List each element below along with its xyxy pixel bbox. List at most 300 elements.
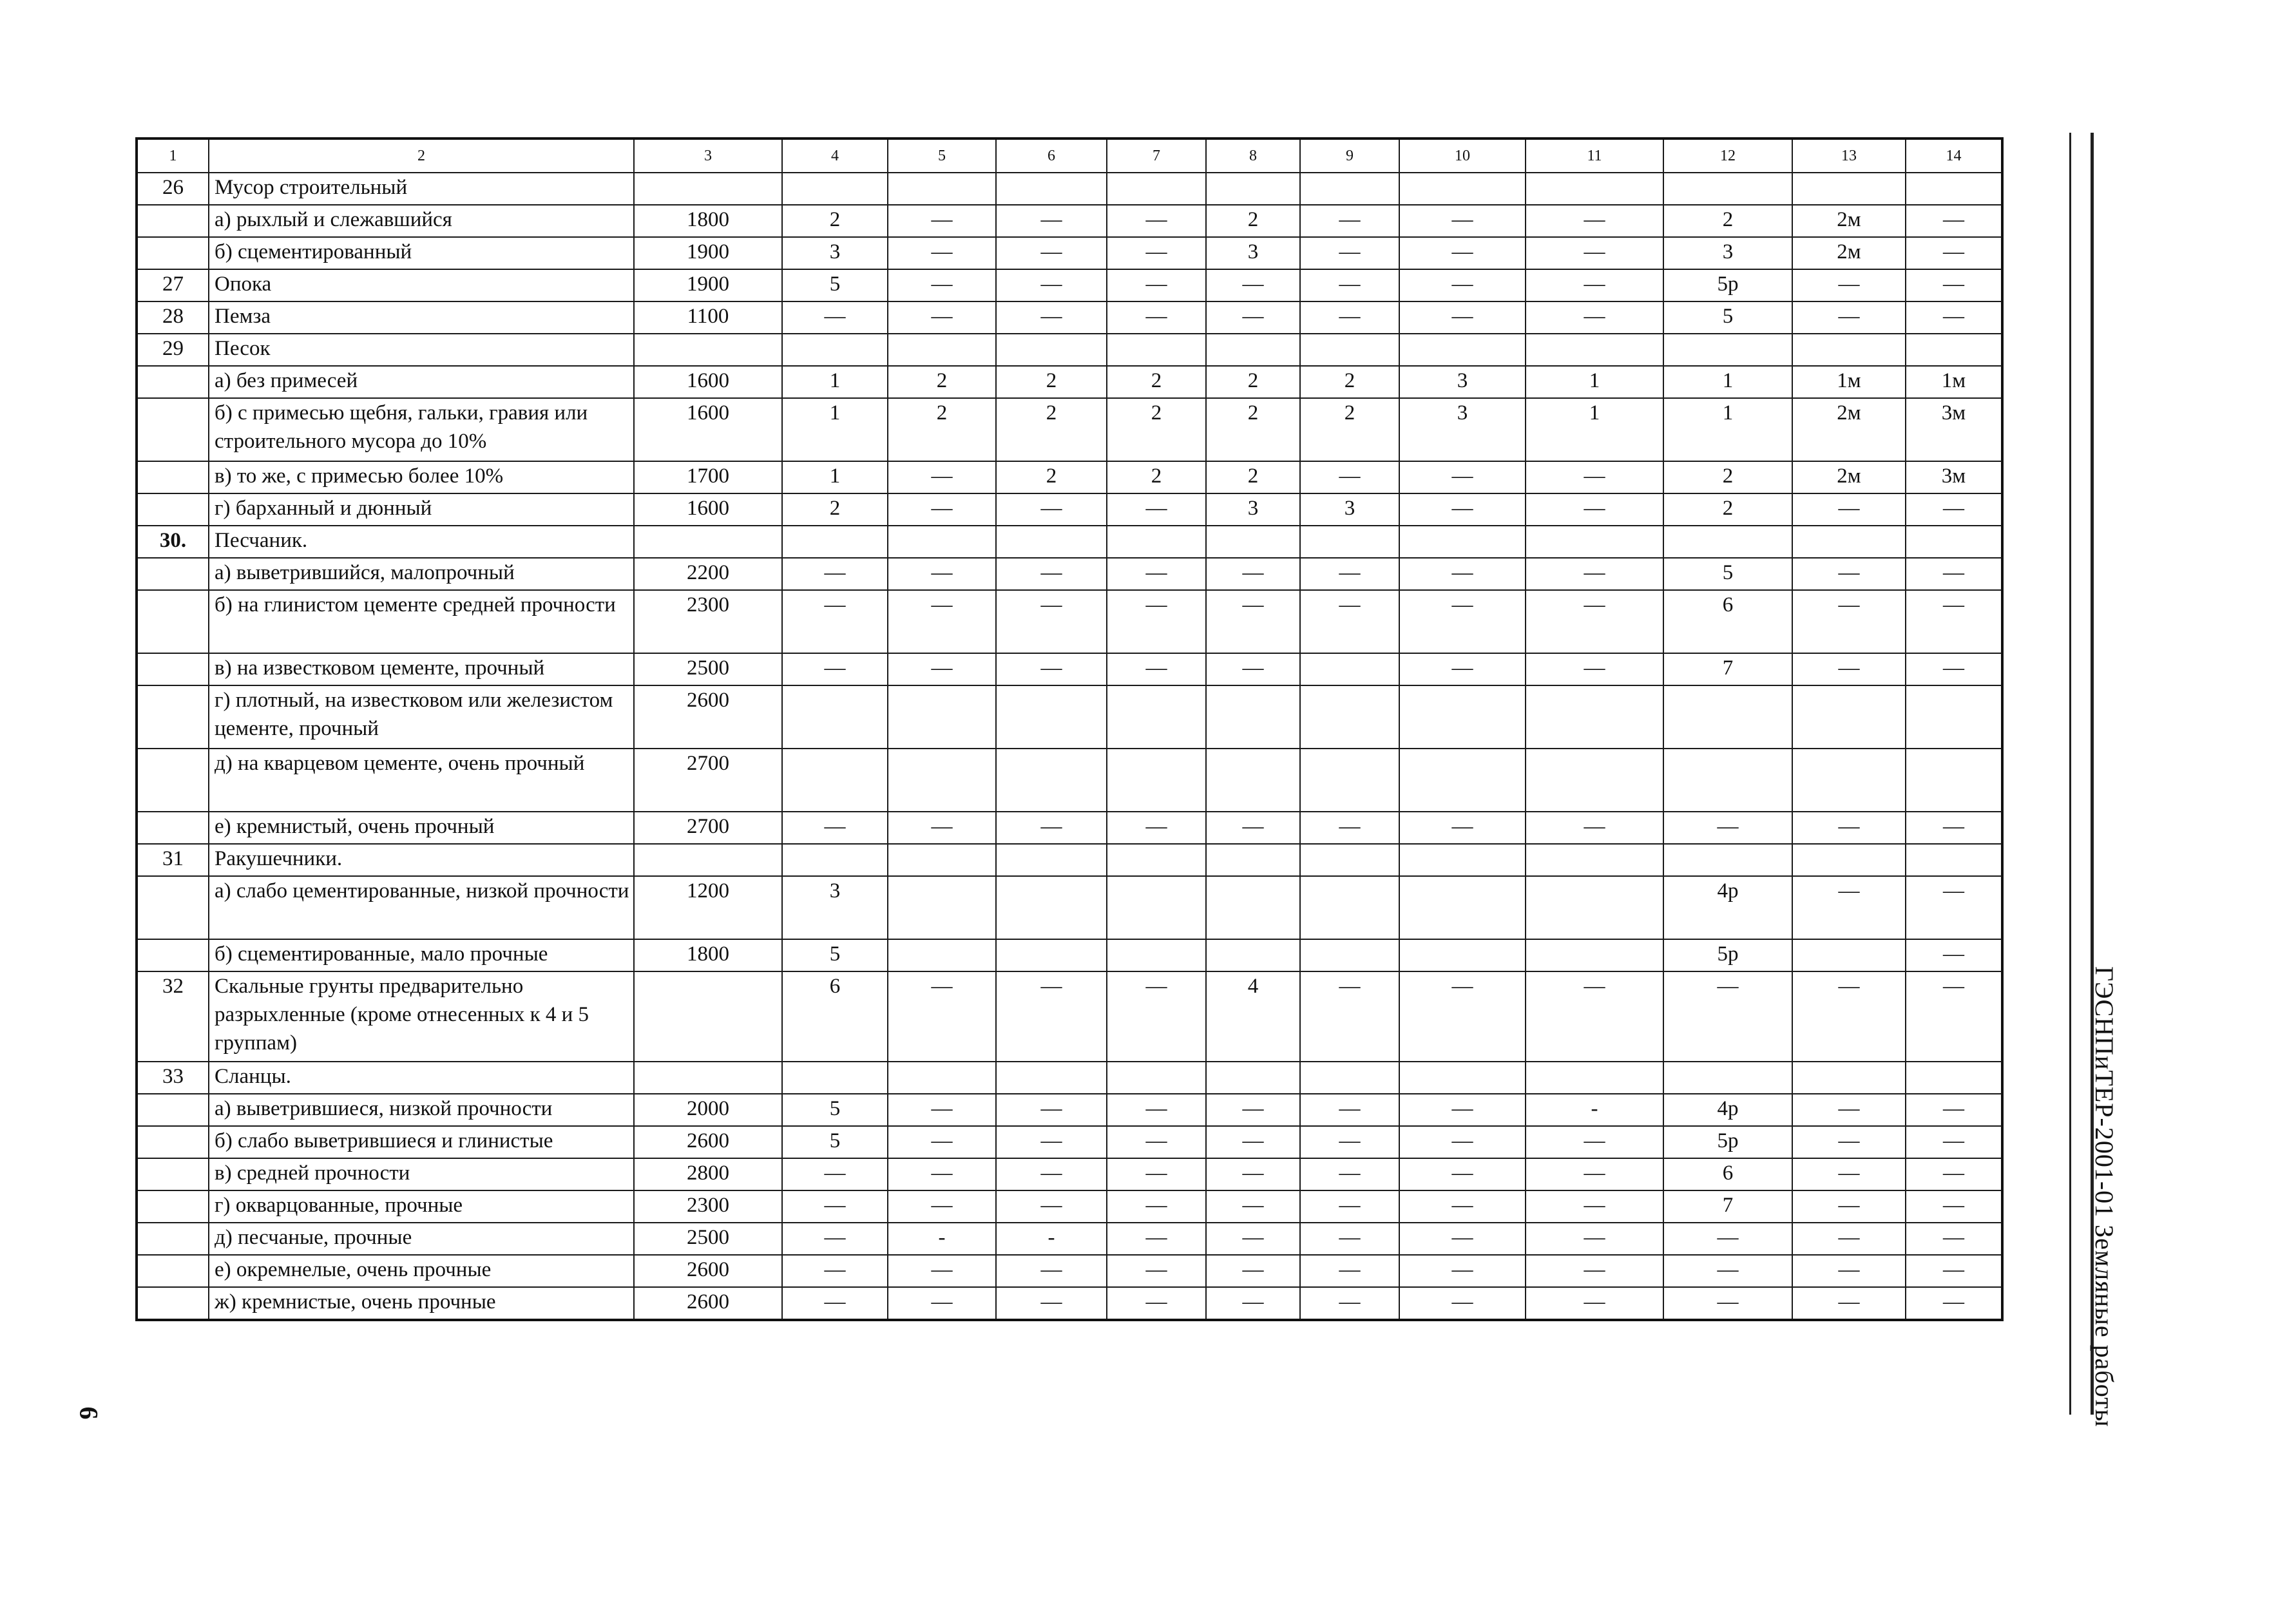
group-cell: 3: [782, 876, 888, 939]
group-cell: —: [888, 1255, 996, 1287]
group-cell: [888, 526, 996, 558]
group-cell: —: [1663, 971, 1792, 1062]
group-cell: [1300, 526, 1399, 558]
group-cell: [1526, 844, 1663, 876]
group-cell: —: [1107, 237, 1206, 269]
group-cell: —: [1300, 1190, 1399, 1223]
group-cell: —: [782, 301, 888, 334]
group-cell: —: [1206, 1190, 1300, 1223]
density-cell: 2000: [634, 1094, 782, 1126]
group-cell: —: [1526, 1287, 1663, 1320]
group-cell: —: [1107, 558, 1206, 590]
soil-description-cell: б) с примесью щебня, гальки, гравия или строительного мусора до 10%: [209, 398, 634, 461]
group-cell: 2: [1107, 366, 1206, 398]
group-cell: 5р: [1663, 1126, 1792, 1158]
group-cell: [782, 1062, 888, 1094]
soil-description-cell: а) выветрившиеся, низкой прочности: [209, 1094, 634, 1126]
group-cell: —: [888, 653, 996, 685]
density-cell: 2500: [634, 1223, 782, 1255]
table-row: [137, 812, 2002, 844]
group-cell: —: [1906, 1126, 2002, 1158]
right-border-rule: [2069, 133, 2071, 1415]
group-cell: 3: [1663, 237, 1792, 269]
group-cell: —: [1906, 205, 2002, 237]
group-cell: —: [996, 301, 1107, 334]
group-cell: —: [1792, 1094, 1906, 1126]
group-cell: [1526, 939, 1663, 971]
group-cell: [888, 939, 996, 971]
group-cell: —: [1526, 1223, 1663, 1255]
group-cell: 2: [1206, 366, 1300, 398]
group-cell: —: [1300, 812, 1399, 844]
group-cell: —: [888, 205, 996, 237]
soil-description-cell: б) сцементированные, мало прочные: [209, 939, 634, 971]
group-cell: —: [1906, 558, 2002, 590]
group-cell: —: [1526, 461, 1663, 493]
group-cell: —: [1526, 269, 1663, 301]
group-cell: -: [996, 1223, 1107, 1255]
group-cell: —: [1526, 237, 1663, 269]
group-cell: —: [1906, 939, 2002, 971]
group-cell: —: [1300, 1287, 1399, 1320]
group-cell: —: [1107, 590, 1206, 653]
group-cell: —: [996, 653, 1107, 685]
group-cell: —: [1792, 1287, 1906, 1320]
group-cell: —: [1906, 301, 2002, 334]
table-row: [137, 1062, 2002, 1094]
group-cell: —: [1399, 558, 1526, 590]
group-cell: 2: [1663, 461, 1792, 493]
group-cell: —: [1792, 1190, 1906, 1223]
column-number-header: 12: [1663, 139, 1792, 173]
group-cell: [996, 685, 1107, 749]
column-number-header: 1: [137, 139, 209, 173]
group-cell: —: [996, 1255, 1107, 1287]
soil-description-cell: в) на известковом цементе, прочный: [209, 653, 634, 685]
group-cell: —: [1300, 1223, 1399, 1255]
group-cell: 2: [1206, 461, 1300, 493]
group-cell: 4: [1206, 971, 1300, 1062]
group-cell: —: [1526, 971, 1663, 1062]
group-cell: —: [1906, 269, 2002, 301]
group-cell: —: [1663, 812, 1792, 844]
group-cell: [1399, 876, 1526, 939]
density-cell: 2200: [634, 558, 782, 590]
group-cell: [1300, 653, 1399, 685]
group-cell: [1792, 844, 1906, 876]
group-cell: 7: [1663, 1190, 1792, 1223]
table-row: [137, 301, 2002, 334]
group-cell: [1399, 939, 1526, 971]
group-cell: —: [1526, 1190, 1663, 1223]
item-number-cell: [137, 1158, 209, 1190]
group-cell: [1206, 173, 1300, 205]
group-cell: —: [1107, 971, 1206, 1062]
group-cell: —: [888, 971, 996, 1062]
group-cell: 2: [1206, 398, 1300, 461]
group-cell: [1399, 334, 1526, 366]
group-cell: —: [1792, 1255, 1906, 1287]
group-cell: [1300, 939, 1399, 971]
group-cell: [1206, 844, 1300, 876]
group-cell: —: [782, 812, 888, 844]
group-cell: [1526, 685, 1663, 749]
table-row: [137, 844, 2002, 876]
group-cell: [1399, 173, 1526, 205]
group-cell: —: [1792, 653, 1906, 685]
group-cell: —: [1906, 237, 2002, 269]
group-cell: [1300, 876, 1399, 939]
group-cell: —: [1906, 1255, 2002, 1287]
group-cell: —: [888, 1287, 996, 1320]
group-cell: —: [888, 237, 996, 269]
group-cell: 1: [782, 461, 888, 493]
side-running-title: ГЭСНПиТЕР-2001-01 Земляные работы: [2090, 966, 2119, 1428]
group-cell: —: [1107, 269, 1206, 301]
table-row: [137, 205, 2002, 237]
group-cell: [1206, 876, 1300, 939]
group-cell: —: [1300, 301, 1399, 334]
group-cell: 2: [996, 398, 1107, 461]
group-cell: —: [782, 1287, 888, 1320]
group-cell: [888, 749, 996, 812]
group-cell: [1792, 939, 1906, 971]
group-cell: 3: [1399, 366, 1526, 398]
item-number-cell: [137, 558, 209, 590]
soil-description-cell: Ракушечники.: [209, 844, 634, 876]
soil-description-cell: Опока: [209, 269, 634, 301]
group-cell: 5: [782, 1094, 888, 1126]
group-cell: —: [1107, 653, 1206, 685]
table-row: [137, 1287, 2002, 1320]
group-cell: —: [1399, 590, 1526, 653]
group-cell: —: [1300, 1255, 1399, 1287]
density-cell: [634, 173, 782, 205]
group-cell: 7: [1663, 653, 1792, 685]
group-cell: [1206, 685, 1300, 749]
item-number-cell: [137, 461, 209, 493]
item-number-cell: 32: [137, 971, 209, 1062]
soil-description-cell: Мусор строительный: [209, 173, 634, 205]
group-cell: [1906, 334, 2002, 366]
group-cell: [1107, 685, 1206, 749]
table-row: [137, 590, 2002, 653]
group-cell: [1792, 685, 1906, 749]
density-cell: 1600: [634, 493, 782, 526]
group-cell: —: [1399, 1287, 1526, 1320]
group-cell: —: [1399, 237, 1526, 269]
group-cell: [1906, 749, 2002, 812]
group-cell: [1206, 749, 1300, 812]
group-cell: [1906, 173, 2002, 205]
density-cell: 2700: [634, 749, 782, 812]
group-cell: [996, 526, 1107, 558]
soil-description-cell: в) средней прочности: [209, 1158, 634, 1190]
group-cell: —: [1792, 1126, 1906, 1158]
group-cell: [1107, 939, 1206, 971]
density-cell: 2800: [634, 1158, 782, 1190]
group-cell: —: [1206, 1094, 1300, 1126]
group-cell: —: [1206, 1287, 1300, 1320]
group-cell: —: [996, 205, 1107, 237]
group-cell: [996, 844, 1107, 876]
group-cell: —: [1399, 812, 1526, 844]
item-number-cell: 27: [137, 269, 209, 301]
group-cell: [782, 685, 888, 749]
soil-description-cell: д) на кварцевом цементе, очень прочный: [209, 749, 634, 812]
group-cell: —: [1206, 1255, 1300, 1287]
group-cell: —: [1206, 269, 1300, 301]
group-cell: —: [1107, 1287, 1206, 1320]
group-cell: —: [1206, 590, 1300, 653]
group-cell: —: [1300, 205, 1399, 237]
soil-description-cell: г) плотный, на известковом или железистом цементе, прочный: [209, 685, 634, 749]
group-cell: —: [1792, 812, 1906, 844]
group-cell: —: [1399, 269, 1526, 301]
group-cell: [1792, 526, 1906, 558]
item-number-cell: 28: [137, 301, 209, 334]
item-number-cell: [137, 653, 209, 685]
group-cell: —: [782, 558, 888, 590]
soil-description-cell: д) песчаные, прочные: [209, 1223, 634, 1255]
group-cell: —: [1792, 590, 1906, 653]
table-row: [137, 398, 2002, 461]
item-number-cell: [137, 493, 209, 526]
group-cell: [1107, 749, 1206, 812]
group-cell: 6: [1663, 1158, 1792, 1190]
group-cell: 2: [1300, 366, 1399, 398]
group-cell: —: [888, 493, 996, 526]
group-cell: —: [996, 590, 1107, 653]
group-cell: —: [888, 1158, 996, 1190]
density-cell: 2600: [634, 1255, 782, 1287]
group-cell: —: [1107, 205, 1206, 237]
group-cell: —: [1792, 301, 1906, 334]
group-cell: [1906, 1062, 2002, 1094]
item-number-cell: [137, 1190, 209, 1223]
group-cell: 1м: [1792, 366, 1906, 398]
density-cell: 2600: [634, 1287, 782, 1320]
table-row: [137, 173, 2002, 205]
group-cell: —: [1206, 812, 1300, 844]
group-cell: 5: [782, 939, 888, 971]
group-cell: 2: [888, 398, 996, 461]
item-number-cell: 26: [137, 173, 209, 205]
group-cell: [1300, 1062, 1399, 1094]
group-cell: 5: [782, 269, 888, 301]
group-cell: 2: [1107, 398, 1206, 461]
group-cell: —: [1526, 493, 1663, 526]
soil-description-cell: б) сцементированный: [209, 237, 634, 269]
table-row: [137, 526, 2002, 558]
table-row: [137, 1190, 2002, 1223]
group-cell: —: [1206, 558, 1300, 590]
table-row: [137, 685, 2002, 749]
group-cell: [1206, 939, 1300, 971]
group-cell: [1107, 173, 1206, 205]
group-cell: —: [1792, 1158, 1906, 1190]
group-cell: 1: [1526, 398, 1663, 461]
group-cell: —: [1399, 653, 1526, 685]
group-cell: 2: [1663, 493, 1792, 526]
soil-classification-table: [135, 137, 2004, 1321]
group-cell: 2: [1206, 205, 1300, 237]
item-number-cell: [137, 366, 209, 398]
density-cell: 1800: [634, 205, 782, 237]
group-cell: 3: [1206, 237, 1300, 269]
group-cell: 2м: [1792, 398, 1906, 461]
group-cell: —: [1399, 1223, 1526, 1255]
column-number-header: 6: [996, 139, 1107, 173]
group-cell: 1: [1663, 398, 1792, 461]
group-cell: 3м: [1906, 398, 2002, 461]
group-cell: —: [888, 1190, 996, 1223]
group-cell: —: [1107, 1255, 1206, 1287]
soil-description-cell: б) на глинистом цементе средней прочности: [209, 590, 634, 653]
density-cell: 1600: [634, 366, 782, 398]
group-cell: 2м: [1792, 461, 1906, 493]
group-cell: [1663, 685, 1792, 749]
density-cell: [634, 526, 782, 558]
soil-description-cell: Скальные грунты предварительно разрыхленные (кроме отнесенных к 4 и 5 группам): [209, 971, 634, 1062]
density-cell: 2300: [634, 590, 782, 653]
group-cell: 1: [782, 398, 888, 461]
group-cell: 5: [1663, 558, 1792, 590]
group-cell: 5р: [1663, 939, 1792, 971]
column-number-header: 4: [782, 139, 888, 173]
group-cell: —: [1663, 1255, 1792, 1287]
group-cell: [888, 876, 996, 939]
group-cell: [782, 173, 888, 205]
group-cell: [1663, 749, 1792, 812]
group-cell: -: [888, 1223, 996, 1255]
table-row: [137, 1223, 2002, 1255]
group-cell: 1: [1663, 366, 1792, 398]
group-cell: —: [782, 1190, 888, 1223]
group-cell: 4р: [1663, 876, 1792, 939]
group-cell: —: [1399, 461, 1526, 493]
group-cell: 2: [782, 493, 888, 526]
group-cell: —: [1792, 558, 1906, 590]
group-cell: —: [782, 653, 888, 685]
column-number-header: 5: [888, 139, 996, 173]
group-cell: [1107, 334, 1206, 366]
group-cell: [1107, 844, 1206, 876]
group-cell: —: [1906, 1287, 2002, 1320]
group-cell: 2м: [1792, 205, 1906, 237]
group-cell: —: [1906, 876, 2002, 939]
group-cell: —: [888, 1126, 996, 1158]
group-cell: —: [1663, 1287, 1792, 1320]
item-number-cell: 33: [137, 1062, 209, 1094]
group-cell: —: [1906, 653, 2002, 685]
group-cell: —: [1300, 590, 1399, 653]
group-cell: 2м: [1792, 237, 1906, 269]
item-number-cell: [137, 590, 209, 653]
density-cell: 2300: [634, 1190, 782, 1223]
group-cell: —: [1792, 493, 1906, 526]
group-cell: [996, 939, 1107, 971]
table-row: [137, 461, 2002, 493]
group-cell: 2: [888, 366, 996, 398]
group-cell: —: [888, 1094, 996, 1126]
group-cell: 3: [782, 237, 888, 269]
group-cell: [1663, 1062, 1792, 1094]
group-cell: —: [1107, 1190, 1206, 1223]
group-cell: —: [1107, 1094, 1206, 1126]
table-row: [137, 237, 2002, 269]
table-row: [137, 1158, 2002, 1190]
group-cell: 5: [1663, 301, 1792, 334]
table-row: [137, 493, 2002, 526]
group-cell: —: [996, 237, 1107, 269]
group-cell: 2: [996, 461, 1107, 493]
group-cell: —: [888, 590, 996, 653]
group-cell: [1399, 749, 1526, 812]
group-cell: —: [1906, 1094, 2002, 1126]
group-cell: —: [996, 269, 1107, 301]
soil-description-cell: в) то же, с примесью более 10%: [209, 461, 634, 493]
group-cell: [782, 526, 888, 558]
column-number-header: 14: [1906, 139, 2002, 173]
density-cell: 1900: [634, 237, 782, 269]
group-cell: —: [1300, 461, 1399, 493]
group-cell: —: [1526, 653, 1663, 685]
group-cell: —: [1206, 1158, 1300, 1190]
item-number-cell: [137, 205, 209, 237]
column-number-header: 2: [209, 139, 634, 173]
group-cell: —: [1107, 1223, 1206, 1255]
soil-description-cell: а) без примесей: [209, 366, 634, 398]
group-cell: —: [1906, 493, 2002, 526]
group-cell: —: [782, 590, 888, 653]
density-cell: 2600: [634, 685, 782, 749]
group-cell: [1663, 526, 1792, 558]
group-cell: [1906, 844, 2002, 876]
group-cell: —: [1792, 1223, 1906, 1255]
group-cell: —: [996, 1158, 1107, 1190]
group-cell: —: [1526, 558, 1663, 590]
density-cell: 1900: [634, 269, 782, 301]
density-cell: 2700: [634, 812, 782, 844]
group-cell: [996, 334, 1107, 366]
group-cell: —: [1399, 493, 1526, 526]
group-cell: [888, 685, 996, 749]
group-cell: —: [1399, 1158, 1526, 1190]
density-cell: 1200: [634, 876, 782, 939]
group-cell: [1300, 173, 1399, 205]
group-cell: 3: [1300, 493, 1399, 526]
group-cell: [1399, 526, 1526, 558]
group-cell: [1206, 1062, 1300, 1094]
density-cell: 1800: [634, 939, 782, 971]
column-number-header: 8: [1206, 139, 1300, 173]
group-cell: —: [1399, 1190, 1526, 1223]
group-cell: [888, 844, 996, 876]
item-number-cell: [137, 939, 209, 971]
column-number-header: 7: [1107, 139, 1206, 173]
group-cell: —: [1906, 812, 2002, 844]
group-cell: [1526, 526, 1663, 558]
group-cell: —: [888, 558, 996, 590]
group-cell: —: [1206, 301, 1300, 334]
group-cell: 2: [996, 366, 1107, 398]
group-cell: —: [1906, 1158, 2002, 1190]
group-cell: —: [888, 812, 996, 844]
soil-description-cell: а) слабо цементированные, низкой прочности: [209, 876, 634, 939]
group-cell: —: [996, 1094, 1107, 1126]
group-cell: [1526, 334, 1663, 366]
